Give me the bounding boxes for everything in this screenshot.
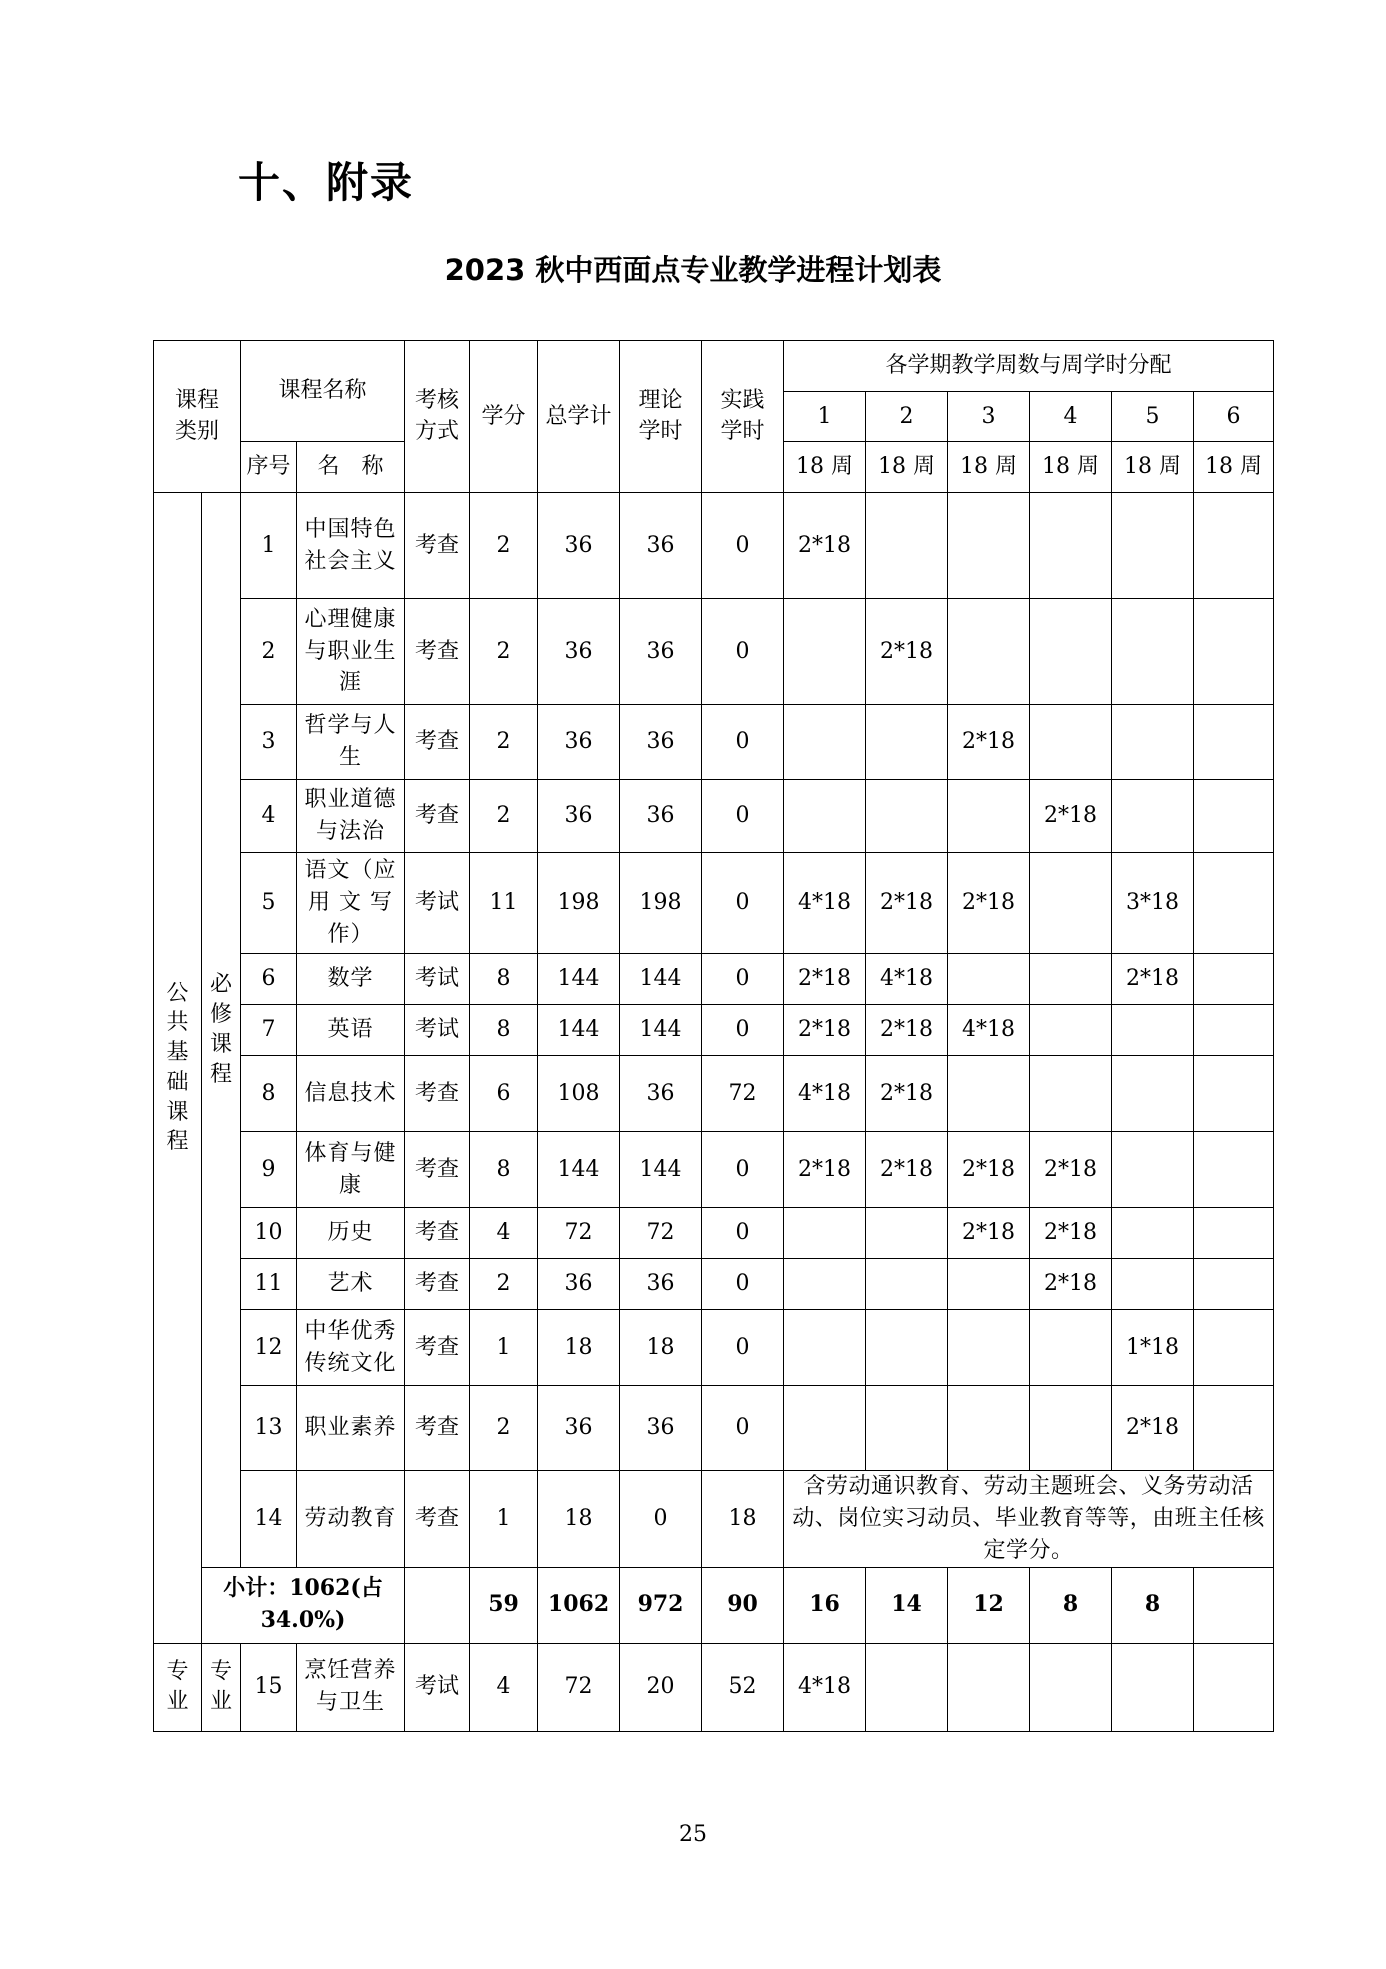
course-assessment: 考试 bbox=[405, 1005, 470, 1056]
course-credit: 2 bbox=[470, 493, 538, 599]
course-total-hours: 108 bbox=[538, 1056, 620, 1132]
semester-3-hours bbox=[948, 1643, 1030, 1731]
course-total-hours: 36 bbox=[538, 1386, 620, 1471]
teaching-plan-table bbox=[153, 340, 1274, 1732]
subtotal-theory-hours: 972 bbox=[620, 1567, 702, 1643]
course-theory-hours: 36 bbox=[620, 1386, 702, 1471]
semester-2-hours bbox=[866, 1208, 948, 1259]
course-assessment: 考查 bbox=[405, 1056, 470, 1132]
semester-2-hours: 2*18 bbox=[866, 599, 948, 705]
semester-3-hours bbox=[948, 954, 1030, 1005]
weeks-6: 18 周 bbox=[1194, 442, 1274, 493]
course-practice-hours: 0 bbox=[702, 1005, 784, 1056]
course-practice-hours: 52 bbox=[702, 1643, 784, 1731]
course-credit: 2 bbox=[470, 1386, 538, 1471]
semester-2-hours bbox=[866, 1259, 948, 1310]
semester-5-hours: 1*18 bbox=[1112, 1310, 1194, 1386]
semester-3: 3 bbox=[948, 392, 1030, 442]
course-practice-hours: 0 bbox=[702, 1259, 784, 1310]
course-assessment: 考查 bbox=[405, 599, 470, 705]
semester-5-hours bbox=[1112, 1208, 1194, 1259]
semester-1-hours: 2*18 bbox=[784, 954, 866, 1005]
subtotal-semester-1: 16 bbox=[784, 1567, 866, 1643]
semester-4-hours bbox=[1030, 493, 1112, 599]
course-seq: 4 bbox=[241, 780, 297, 853]
semester-4-hours bbox=[1030, 853, 1112, 954]
course-seq: 11 bbox=[241, 1259, 297, 1310]
semester-2-hours: 2*18 bbox=[866, 1005, 948, 1056]
semester-4-hours bbox=[1030, 1310, 1112, 1386]
subtotal-semester-3: 12 bbox=[948, 1567, 1030, 1643]
course-credit: 11 bbox=[470, 853, 538, 954]
weeks-4: 18 周 bbox=[1030, 442, 1112, 493]
course-seq: 9 bbox=[241, 1132, 297, 1208]
course-name: 烹饪营养与卫生 bbox=[297, 1643, 405, 1731]
course-credit: 4 bbox=[470, 1208, 538, 1259]
subtotal-assessment-empty bbox=[405, 1567, 470, 1643]
semester-4-hours bbox=[1030, 1005, 1112, 1056]
course-seq: 12 bbox=[241, 1310, 297, 1386]
semester-4-hours bbox=[1030, 1056, 1112, 1132]
semester-3-hours: 2*18 bbox=[948, 853, 1030, 954]
semester-3-hours bbox=[948, 1056, 1030, 1132]
semester-1-hours: 4*18 bbox=[784, 1056, 866, 1132]
semester-2-hours bbox=[866, 705, 948, 780]
semester-6-hours bbox=[1194, 599, 1274, 705]
group-public-basic-label: 公共基础课程 bbox=[166, 980, 189, 1155]
course-total-hours: 36 bbox=[538, 493, 620, 599]
course-practice-hours: 0 bbox=[702, 1132, 784, 1208]
labor-education-note: 含劳动通识教育、劳动主题班会、义务劳动活动、岗位实习动员、毕业教育等等，由班主任核定学分。 bbox=[784, 1471, 1274, 1568]
table-row bbox=[154, 1005, 1274, 1056]
semester-1: 1 bbox=[784, 392, 866, 442]
course-total-hours: 72 bbox=[538, 1643, 620, 1731]
course-seq: 14 bbox=[241, 1471, 297, 1568]
course-seq: 13 bbox=[241, 1386, 297, 1471]
course-total-hours: 36 bbox=[538, 1259, 620, 1310]
course-theory-hours: 198 bbox=[620, 853, 702, 954]
course-name: 心理健康与职业生涯 bbox=[297, 599, 405, 705]
course-credit: 6 bbox=[470, 1056, 538, 1132]
course-name: 职业素养 bbox=[297, 1386, 405, 1471]
course-total-hours: 18 bbox=[538, 1471, 620, 1568]
semester-1-hours bbox=[784, 1208, 866, 1259]
semester-6-hours bbox=[1194, 1310, 1274, 1386]
course-seq: 8 bbox=[241, 1056, 297, 1132]
semester-2-hours: 4*18 bbox=[866, 954, 948, 1005]
group-major-sub bbox=[202, 1643, 241, 1731]
semester-5-hours bbox=[1112, 1259, 1194, 1310]
semester-6-hours bbox=[1194, 1005, 1274, 1056]
semester-5-hours bbox=[1112, 780, 1194, 853]
course-credit: 8 bbox=[470, 1005, 538, 1056]
course-credit: 4 bbox=[470, 1643, 538, 1731]
weeks-3: 18 周 bbox=[948, 442, 1030, 493]
course-total-hours: 144 bbox=[538, 1005, 620, 1056]
course-assessment: 考查 bbox=[405, 493, 470, 599]
semester-3-hours bbox=[948, 780, 1030, 853]
semester-6-hours bbox=[1194, 1643, 1274, 1731]
course-theory-hours: 0 bbox=[620, 1471, 702, 1568]
header-credit: 学分 bbox=[470, 341, 538, 493]
course-seq: 1 bbox=[241, 493, 297, 599]
weeks-2: 18 周 bbox=[866, 442, 948, 493]
weeks-1: 18 周 bbox=[784, 442, 866, 493]
group-major-sub-label: 专业 bbox=[210, 1659, 233, 1715]
course-assessment: 考试 bbox=[405, 954, 470, 1005]
semester-6-hours bbox=[1194, 705, 1274, 780]
semester-3-hours bbox=[948, 493, 1030, 599]
course-credit: 1 bbox=[470, 1471, 538, 1568]
semester-5-hours: 3*18 bbox=[1112, 853, 1194, 954]
semester-1-hours bbox=[784, 1386, 866, 1471]
course-name: 体育与健康 bbox=[297, 1132, 405, 1208]
group-public-basic bbox=[154, 493, 202, 1644]
course-name: 信息技术 bbox=[297, 1056, 405, 1132]
course-name: 数学 bbox=[297, 954, 405, 1005]
semester-6-hours bbox=[1194, 493, 1274, 599]
semester-1-hours: 2*18 bbox=[784, 1132, 866, 1208]
course-practice-hours: 0 bbox=[702, 1386, 784, 1471]
semester-5-hours bbox=[1112, 705, 1194, 780]
semester-1-hours: 4*18 bbox=[784, 1643, 866, 1731]
course-practice-hours: 0 bbox=[702, 705, 784, 780]
header-distribution: 各学期教学周数与周学时分配 bbox=[784, 341, 1274, 392]
course-practice-hours: 0 bbox=[702, 1208, 784, 1259]
semester-3-hours bbox=[948, 599, 1030, 705]
header-category: 课程类别 bbox=[154, 341, 241, 493]
course-name: 语文（应用 文 写作） bbox=[297, 853, 405, 954]
table-row bbox=[154, 1259, 1274, 1310]
semester-6-hours bbox=[1194, 954, 1274, 1005]
course-credit: 2 bbox=[470, 1259, 538, 1310]
semester-4-hours bbox=[1030, 954, 1112, 1005]
semester-2-hours bbox=[866, 1643, 948, 1731]
header-theory-hours: 理论学时 bbox=[620, 341, 702, 493]
header-assessment: 考核方式 bbox=[405, 341, 470, 493]
semester-5: 5 bbox=[1112, 392, 1194, 442]
course-seq: 15 bbox=[241, 1643, 297, 1731]
course-practice-hours: 18 bbox=[702, 1471, 784, 1568]
semester-1-hours bbox=[784, 1310, 866, 1386]
course-seq: 5 bbox=[241, 853, 297, 954]
table-row bbox=[154, 954, 1274, 1005]
course-credit: 8 bbox=[470, 1132, 538, 1208]
course-seq: 2 bbox=[241, 599, 297, 705]
semester-1-hours bbox=[784, 599, 866, 705]
subtotal-semester-2: 14 bbox=[866, 1567, 948, 1643]
semester-5-hours bbox=[1112, 599, 1194, 705]
semester-4-hours bbox=[1030, 1643, 1112, 1731]
semester-2-hours bbox=[866, 780, 948, 853]
course-credit: 1 bbox=[470, 1310, 538, 1386]
subtotal-semester-5: 8 bbox=[1112, 1567, 1194, 1643]
course-theory-hours: 72 bbox=[620, 1208, 702, 1259]
course-practice-hours: 72 bbox=[702, 1056, 784, 1132]
table-row bbox=[154, 705, 1274, 780]
semester-4-hours bbox=[1030, 705, 1112, 780]
course-assessment: 考查 bbox=[405, 780, 470, 853]
course-seq: 3 bbox=[241, 705, 297, 780]
table-row bbox=[154, 1208, 1274, 1259]
course-theory-hours: 36 bbox=[620, 780, 702, 853]
course-total-hours: 198 bbox=[538, 853, 620, 954]
table-row bbox=[154, 493, 1274, 599]
course-seq: 10 bbox=[241, 1208, 297, 1259]
semester-2-hours: 2*18 bbox=[866, 853, 948, 954]
course-assessment: 考查 bbox=[405, 1471, 470, 1568]
course-practice-hours: 0 bbox=[702, 780, 784, 853]
subtotal-semester-6 bbox=[1194, 1567, 1274, 1643]
semester-6-hours bbox=[1194, 780, 1274, 853]
semester-1-hours: 2*18 bbox=[784, 493, 866, 599]
semester-2-hours bbox=[866, 1310, 948, 1386]
course-practice-hours: 0 bbox=[702, 599, 784, 705]
course-theory-hours: 36 bbox=[620, 493, 702, 599]
course-total-hours: 144 bbox=[538, 954, 620, 1005]
table-row bbox=[154, 1386, 1274, 1471]
course-theory-hours: 144 bbox=[620, 954, 702, 1005]
course-assessment: 考试 bbox=[405, 853, 470, 954]
course-credit: 2 bbox=[470, 705, 538, 780]
semester-6-hours bbox=[1194, 1056, 1274, 1132]
subtotal-total-hours: 1062 bbox=[538, 1567, 620, 1643]
course-assessment: 考查 bbox=[405, 1386, 470, 1471]
subtotal-credit: 59 bbox=[470, 1567, 538, 1643]
course-theory-hours: 36 bbox=[620, 705, 702, 780]
semester-6-hours bbox=[1194, 1386, 1274, 1471]
semester-4-hours: 2*18 bbox=[1030, 780, 1112, 853]
semester-5-hours bbox=[1112, 1005, 1194, 1056]
semester-5-hours bbox=[1112, 493, 1194, 599]
course-name: 哲学与人生 bbox=[297, 705, 405, 780]
course-name: 劳动教育 bbox=[297, 1471, 405, 1568]
semester-5-hours: 2*18 bbox=[1112, 1386, 1194, 1471]
course-assessment: 考查 bbox=[405, 705, 470, 780]
semester-5-hours bbox=[1112, 1132, 1194, 1208]
semester-4-hours: 2*18 bbox=[1030, 1132, 1112, 1208]
course-credit: 2 bbox=[470, 780, 538, 853]
semester-4-hours bbox=[1030, 599, 1112, 705]
semester-3-hours bbox=[948, 1310, 1030, 1386]
course-name: 艺术 bbox=[297, 1259, 405, 1310]
course-practice-hours: 0 bbox=[702, 493, 784, 599]
semester-1-hours: 4*18 bbox=[784, 853, 866, 954]
course-practice-hours: 0 bbox=[702, 954, 784, 1005]
course-credit: 2 bbox=[470, 599, 538, 705]
semester-2-hours bbox=[866, 493, 948, 599]
semester-3-hours bbox=[948, 1259, 1030, 1310]
semester-4: 4 bbox=[1030, 392, 1112, 442]
course-assessment: 考查 bbox=[405, 1310, 470, 1386]
subtotal-semester-4: 8 bbox=[1030, 1567, 1112, 1643]
semester-1-hours bbox=[784, 1259, 866, 1310]
table-row bbox=[154, 599, 1274, 705]
course-name: 历史 bbox=[297, 1208, 405, 1259]
course-theory-hours: 18 bbox=[620, 1310, 702, 1386]
course-total-hours: 36 bbox=[538, 599, 620, 705]
weeks-5: 18 周 bbox=[1112, 442, 1194, 493]
header-seq: 序号 bbox=[241, 442, 297, 493]
course-seq: 7 bbox=[241, 1005, 297, 1056]
table-row bbox=[154, 853, 1274, 954]
semester-2-hours: 2*18 bbox=[866, 1056, 948, 1132]
semester-6: 6 bbox=[1194, 392, 1274, 442]
course-total-hours: 36 bbox=[538, 780, 620, 853]
course-practice-hours: 0 bbox=[702, 853, 784, 954]
subtotal-row bbox=[154, 1567, 1274, 1643]
subtotal-label: 小计：1062(占 34.0%) bbox=[202, 1567, 405, 1643]
semester-5-hours bbox=[1112, 1056, 1194, 1132]
course-credit: 8 bbox=[470, 954, 538, 1005]
table-row bbox=[154, 1310, 1274, 1386]
header-practice-hours: 实践学时 bbox=[702, 341, 784, 493]
semester-6-hours bbox=[1194, 853, 1274, 954]
semester-2-hours bbox=[866, 1386, 948, 1471]
course-name: 中华优秀传统文化 bbox=[297, 1310, 405, 1386]
semester-4-hours: 2*18 bbox=[1030, 1208, 1112, 1259]
course-assessment: 考查 bbox=[405, 1259, 470, 1310]
course-assessment: 考查 bbox=[405, 1132, 470, 1208]
semester-4-hours bbox=[1030, 1386, 1112, 1471]
semester-1-hours bbox=[784, 705, 866, 780]
course-assessment: 考试 bbox=[405, 1643, 470, 1731]
course-theory-hours: 36 bbox=[620, 1056, 702, 1132]
subtotal-practice-hours: 90 bbox=[702, 1567, 784, 1643]
semester-3-hours: 2*18 bbox=[948, 1208, 1030, 1259]
table-row bbox=[154, 1132, 1274, 1208]
table-title: 2023 秋中西面点专业教学进程计划表 bbox=[444, 253, 942, 287]
course-assessment: 考查 bbox=[405, 1208, 470, 1259]
semester-3-hours: 2*18 bbox=[948, 705, 1030, 780]
table-row bbox=[154, 1643, 1274, 1731]
header-row-1 bbox=[154, 341, 1274, 392]
course-name: 中国特色社会主义 bbox=[297, 493, 405, 599]
course-seq: 6 bbox=[241, 954, 297, 1005]
course-name: 英语 bbox=[297, 1005, 405, 1056]
course-practice-hours: 0 bbox=[702, 1310, 784, 1386]
course-total-hours: 18 bbox=[538, 1310, 620, 1386]
course-total-hours: 36 bbox=[538, 705, 620, 780]
course-theory-hours: 144 bbox=[620, 1132, 702, 1208]
course-total-hours: 144 bbox=[538, 1132, 620, 1208]
table-row bbox=[154, 780, 1274, 853]
group-major bbox=[154, 1643, 202, 1731]
course-theory-hours: 36 bbox=[620, 1259, 702, 1310]
header-course-name: 课程名称 bbox=[241, 341, 405, 442]
course-total-hours: 72 bbox=[538, 1208, 620, 1259]
page-number: 25 bbox=[679, 1822, 707, 1847]
semester-6-hours bbox=[1194, 1208, 1274, 1259]
course-theory-hours: 144 bbox=[620, 1005, 702, 1056]
semester-5-hours bbox=[1112, 1643, 1194, 1731]
group-major-label: 专业 bbox=[166, 1659, 189, 1715]
semester-6-hours bbox=[1194, 1259, 1274, 1310]
semester-2: 2 bbox=[866, 392, 948, 442]
course-theory-hours: 20 bbox=[620, 1643, 702, 1731]
course-name: 职业道德与法治 bbox=[297, 780, 405, 853]
semester-3-hours: 4*18 bbox=[948, 1005, 1030, 1056]
header-name: 名 称 bbox=[297, 442, 405, 493]
course-theory-hours: 36 bbox=[620, 599, 702, 705]
semester-6-hours bbox=[1194, 1132, 1274, 1208]
semester-1-hours: 2*18 bbox=[784, 1005, 866, 1056]
group-required-label: 必修课程 bbox=[210, 972, 233, 1087]
table-row bbox=[154, 1471, 1274, 1568]
section-heading: 十、附录 bbox=[238, 158, 415, 207]
semester-5-hours: 2*18 bbox=[1112, 954, 1194, 1005]
semester-1-hours bbox=[784, 780, 866, 853]
semester-3-hours: 2*18 bbox=[948, 1132, 1030, 1208]
header-total-hours: 总学计 bbox=[538, 341, 620, 493]
semester-2-hours: 2*18 bbox=[866, 1132, 948, 1208]
group-required bbox=[202, 493, 241, 1568]
semester-3-hours bbox=[948, 1386, 1030, 1471]
semester-4-hours: 2*18 bbox=[1030, 1259, 1112, 1310]
table-row bbox=[154, 1056, 1274, 1132]
